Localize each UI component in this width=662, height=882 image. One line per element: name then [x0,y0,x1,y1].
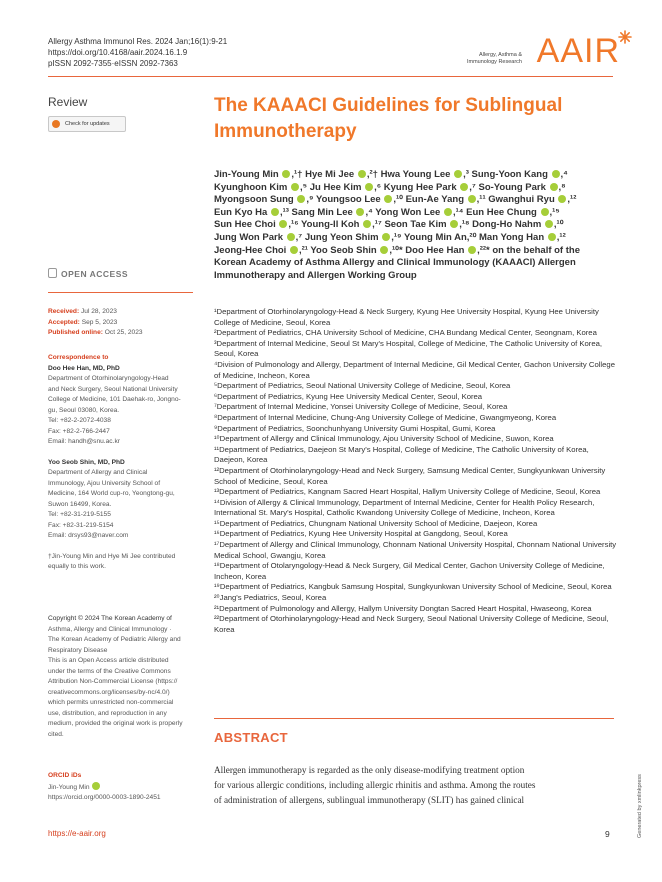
orcid-icon[interactable] [541,208,549,216]
copyright-line: Attribution Non-Commercial License (https:// [48,678,178,685]
orcid-icon[interactable] [545,220,553,228]
affiliation-item: ¹³Department of Pediatrics, Kangnam Sacred Heart Hospital, Hallym University College of Medicine, Seoul, Korea [214,487,601,497]
affiliation-item: ¹⁰Department of Allergy and Clinical Immunology, Ajou University School of Medicine, Suwon, Korea [214,434,554,444]
author-line: Myongsoon Sung ,⁹ Youngsoo Lee ,¹⁰ Eun-Ae Yang ,¹¹ Gwanghui Ryu ,¹² [214,194,577,206]
affiliation-item: ³Department of Internal Medicine, Seoul St Mary's Hospital, College of Medicine, The Catholic University of Korea, Seoul, Korea [214,338,603,359]
affiliation-item: ²Department of Pediatrics, CHA University School of Medicine, CHA Bundang Medical Center, Seongnam, Korea [214,328,597,338]
abstract-rule [214,718,614,719]
generated-by-banner [632,750,644,840]
copyright-line: cited. [48,730,64,738]
address-line: Tel: +82-2-2072-4038 [48,417,111,424]
lock-icon [48,268,57,278]
affiliation-item: ⁴Division of Pulmonology and Allergy, Department of Internal Medicine, Gil Medical Center, Gachon University College of Medicine, Incheon, Korea [214,359,615,380]
address-line: Medicine, 164 World cup-ro, Yeongtong-gu, [48,490,175,497]
note-line: equally to this work. [48,563,106,570]
orcid-icon[interactable] [552,170,560,178]
address-line: Department of Allergy and Clinical [48,469,148,476]
open-access-badge: OPEN ACCESS [48,268,128,279]
address-line: Email: handh@snu.ac.kr [48,438,120,445]
copyright-line: Copyright © 2024 The Korean Academy of [48,615,172,622]
orcid-icon[interactable] [358,170,366,178]
abstract-line: Allergen immunotherapy is regarded as the only disease-modifying treatment option [214,765,525,775]
affiliation-item: ²¹Department of Pulmonology and Allergy, Hallym University Dongtan Sacred Heart Hospital, Hwaseong, Korea [214,603,592,613]
author-line: Eun Kyo Ha ,¹³ Sang Min Lee ,⁴ Yong Won Lee ,¹⁴ Eun Hee Chung ,¹⁵ [214,206,560,218]
copyright-line: creativecommons.org/licenses/by-nc/4.0/) [48,688,170,696]
orcid-icon[interactable] [363,220,371,228]
affiliation-item: ⁵Department of Pediatrics, Seoul National University College of Medicine, Seoul, Korea [214,381,511,391]
affiliation-item: ¹²Department of Otorhinolaryngology-Head and Neck Surgery, Samsung Medical Center, Sungkyunkwan University School of Medicine, Seoul, Korea [214,465,606,486]
orcid-icon[interactable] [384,195,392,203]
abstract-line: of administration of allergens, sublingual immunotherapy (SLIT) has gained clinical [214,795,525,806]
orcid-icon[interactable] [290,246,298,254]
affiliation-item: ²²Department of Otorhinolaryngology-Head and Neck Surgery, Seoul National University College of Medicine, Seoul, Korea [214,614,609,634]
author-list [214,169,619,282]
logo-text: AAIR [536,32,620,70]
correspondence-heading: Correspondence to [48,354,109,361]
orcid-icon[interactable] [454,170,462,178]
abstract-text [214,763,619,809]
affiliation-item: ¹Department of Otorhinolaryngology-Head & Neck Surgery, Kyung Hee University Hospital, Kyung Hee University College of Medicine, Seoul, Korea [214,307,599,327]
author-line: Immunotherapy and Allergen Working Group [214,269,417,281]
affiliation-item: ⁷Department of Internal Medicine, Yonsei University College of Medicine, Seoul, Korea [214,402,508,412]
orcid-icon[interactable] [460,183,468,191]
orcid-icon[interactable] [282,170,290,178]
correspondence-block [48,353,198,573]
affiliation-item: ¹⁷Department of Allergy and Clinical Immunology, Chonnam National University Hospital, Chonnam National University Medical School, Gwangju, Korea [214,540,617,560]
orcid-icon[interactable] [92,782,100,790]
orcid-icon[interactable] [382,233,390,241]
copyright-line: Respiratory Disease [48,646,108,654]
orcid-icon[interactable] [287,233,295,241]
doi-link[interactable]: https://doi.org/10.4168/aair.2024.16.1.9 [48,48,188,57]
header-rule [48,76,613,77]
orcid-icon[interactable] [468,195,476,203]
star-icon [618,30,632,44]
orcid-icon[interactable] [365,183,373,191]
article-dates: Received: Jul 28, 2023 Accepted: Sep 5, 2023 Published online: Oct 25, 2023 [48,308,143,336]
orcid-block: ORCID iDs Jin-Young Min https://orcid.org/0000-0003-1890-2451 [48,771,198,804]
copyright-line: use, distribution, and reproduction in any [48,709,167,717]
copyright-line: Asthma, Allergy and Clinical Immunology · [48,625,172,633]
author-line: Jung Won Park ,⁷ Jung Yeon Shim ,¹⁹ Young Min An,²⁰ Man Yong Han ,¹² [214,231,566,243]
abstract-line: for various allergic conditions, including allergic rhinitis and asthma. Among the routes [214,780,536,791]
journal-url[interactable]: https://e-aair.org [48,829,106,838]
address-line: Fax: +82-31-219-5154 [48,521,114,529]
article-type: Review [48,95,88,109]
correspondent-name: Yoo Seob Shin, MD, PhD [48,458,125,466]
affiliation-item: ²⁰Jang's Pediatrics, Seoul, Korea [214,593,327,603]
copyright-line: under the terms of the Creative Commons [48,667,171,675]
affiliation-item: ¹⁴Division of Allergy & Clinical Immunology, Department of Internal Medicine, Center for Health Policy Research, International St. Mary's Hospital, Catholic Kwandong University College of Medicine, Incheon, Korea [214,497,595,518]
copyright-line: The Korean Academy of Pediatric Allergy and [48,636,181,643]
orcid-icon[interactable] [558,195,566,203]
orcid-icon[interactable] [468,246,476,254]
orcid-icon[interactable] [291,183,299,191]
copyright-line: This is an Open Access article distributed [48,657,169,664]
sidebar-rule [48,292,193,293]
orcid-icon[interactable] [444,208,452,216]
page-number: 9 [605,829,610,839]
correspondent-name: Doo Hee Han, MD, PhD [48,364,120,372]
equal-contribution-note [48,552,198,573]
affiliation-item: ⁹Department of Pediatrics, Soonchunhyang University Gumi Hospital, Gumi, Korea [214,423,496,433]
orcid-icon[interactable] [356,208,364,216]
address-line: Suwon 16499, Korea. [48,500,112,508]
address-line: College of Medicine, 101 Daehak-ro, Jongno- [48,396,181,403]
abstract-heading: ABSTRACT [214,730,288,745]
affiliation-item: ¹⁵Department of Pediatrics, Chungnam National University School of Medicine, Daejeon, Korea [214,518,538,528]
copyright-line: medium, provided the original work is properly [48,720,183,727]
orcid-icon[interactable] [548,233,556,241]
affiliation-item: ⁸Department of Internal Medicine, Chung-Ang University College of Medicine, Gwangmyeong, Korea [214,412,557,422]
orcid-icon[interactable] [297,195,305,203]
update-icon [52,120,60,128]
affiliation-item: ¹⁶Department of Pediatrics, Kyung Hee University Hospital at Gangdong, Seoul, Korea [214,529,508,539]
affiliation-item: ¹⁸Department of Otolaryngology-Head & Neck Surgery, Gil Medical Center, Gachon University College of Medicine, Incheon, Korea [214,561,605,581]
author-line: Korean Academy of Asthma Allergy and Clinical Immunology (KAAACI) Allergen [214,257,576,269]
author-line: Jin-Young Min ,¹† Hye Mi Jee ,²† Hwa Young Lee ,³ Sung-Yoon Kang ,⁴ [214,169,568,180]
affiliations-list [214,307,619,635]
article-title: The KAAACI Guidelines for Sublingual Immunotherapy [214,95,563,142]
journal-citation: Allergy Asthma Immunol Res. 2024 Jan;16(1):9-21 [48,37,228,46]
address-line: Immunology, Ajou University School of [48,479,161,487]
author-line: Sun Hee Choi ,¹⁶ Young-Il Koh ,¹⁷ Seon Tae Kim ,¹⁸ Dong-Ho Nahm ,¹⁰ [214,219,564,231]
author-line: Kyunghoon Kim ,⁵ Ju Hee Kim ,⁶ Kyung Hee Park ,⁷ So-Young Park ,⁸ [214,181,566,193]
affiliation-item: ⁶Department of Pediatrics, Kyung Hee University Medical Center, Seoul, Korea [214,391,483,401]
address-line: Fax: +82-2-766-2447 [48,427,110,435]
orcid-icon[interactable] [380,246,388,254]
orcid-icon[interactable] [271,208,279,216]
orcid-link[interactable]: https://orcid.org/0000-0003-1890-2451 [48,794,161,801]
correspondent-address [48,468,198,542]
check-updates-button[interactable]: Check for updates [48,116,126,132]
affiliation-item: ¹¹Department of Pediatrics, Daejeon St Mary's Hospital, College of Medicine, The Catholic University of Korea, Daejeon, Korea [214,444,589,465]
address-line: gu, Seoul 03080, Korea. [48,406,120,414]
orcid-icon[interactable] [450,220,458,228]
affiliation-item: ¹⁹Department of Pediatrics, Kangbuk Samsung Hospital, Sungkyunkwan University School of Medicine, Seoul, Korea [214,582,612,592]
copyright-notice [48,614,198,740]
address-line: Email: drsys93@naver.com [48,532,129,539]
author-line: Jeong-Hee Choi ,²¹ Yoo Seob Shin ,¹⁰* Doo Hee Han ,²²* on the behalf of the [214,244,580,256]
address-line: and Neck Surgery, Seoul National University [48,385,178,393]
orcid-icon[interactable] [279,220,287,228]
banner-text: Generated by xmlinkpress [637,774,643,838]
issn: pISSN 2092-7355·eISSN 2092-7363 [48,59,178,68]
logo-subtitle: Allergy, Asthma & Immunology Research [466,52,522,65]
address-line: Department of Otorhinolaryngology-Head [48,375,169,382]
note-line: †Jin-Young Min and Hye Mi Jee contributed [48,552,176,560]
aair-logo [462,30,632,74]
orcid-icon[interactable] [550,183,558,191]
copyright-line: which permits unrestricted non-commercial [48,699,174,706]
correspondent-address [48,374,198,448]
address-line: Tel: +82-31-219-5155 [48,511,111,518]
